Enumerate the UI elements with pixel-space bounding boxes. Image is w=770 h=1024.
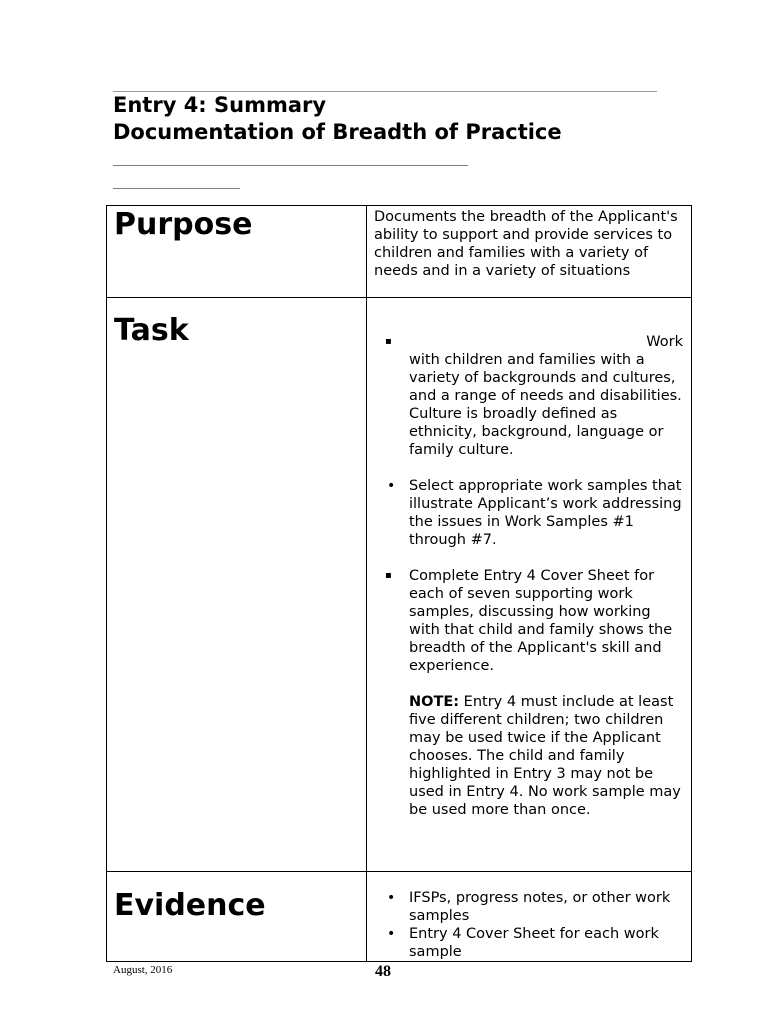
title-line-1: Entry 4: Summary xyxy=(113,93,327,117)
title-underline-1: ___________________________________________________________ xyxy=(113,152,467,166)
evidence-heading: Evidence xyxy=(114,888,266,923)
task-item-1-rest: with children and families with a variety of backgrounds and cultures, and a range of needs and disabilities. Culture is broadly defined as ethnicity, background, language or family culture. xyxy=(409,352,682,458)
purpose-heading: Purpose xyxy=(114,207,253,242)
round-bullet-icon: • xyxy=(387,890,396,906)
page-number: 48 xyxy=(375,963,391,980)
task-item-1-first: Work xyxy=(646,334,683,350)
task-content-cell xyxy=(367,298,692,872)
round-bullet-icon: • xyxy=(387,478,396,494)
title-underline-2: _____________________ xyxy=(113,175,239,189)
purpose-text: Documents the breadth of the Applicant's ability to support and provide services to children and families with a variety of needs and in a variety of situations xyxy=(374,209,678,279)
note-label: NOTE: xyxy=(409,694,460,710)
purpose-heading-cell xyxy=(107,206,367,298)
evidence-item-1 xyxy=(383,889,683,925)
evidence-content-cell xyxy=(367,872,692,962)
note-text: Entry 4 must include at least five different children; two children may be used twice if the Applicant chooses. The child and family highlighted in Entry 3 may not be used in Entry 4. No work sample may be used more than once. xyxy=(409,694,681,818)
title-line-2: Documentation of Breadth of Practice xyxy=(113,120,562,144)
round-bullet-icon: • xyxy=(387,926,396,942)
purpose-content-cell xyxy=(367,206,692,298)
evidence-row xyxy=(107,872,692,962)
evidence-item-1-text: IFSPs, progress notes, or other work samples xyxy=(409,890,671,924)
footer-date: August, 2016 xyxy=(113,964,173,976)
task-item-2 xyxy=(383,477,683,549)
evidence-item-2 xyxy=(383,925,683,961)
task-item-1-text xyxy=(409,333,683,459)
task-item-3-body: Complete Entry 4 Cover Sheet for each of seven supporting work samples, discussing how working with that child and family shows the breadth of the Applicant's skill and experience. xyxy=(409,568,673,674)
task-list xyxy=(367,298,691,819)
evidence-heading-cell xyxy=(107,872,367,962)
purpose-row xyxy=(107,206,692,298)
task-item-1 xyxy=(383,333,683,459)
summary-table xyxy=(106,205,692,962)
evidence-item-2-text: Entry 4 Cover Sheet for each work sample xyxy=(409,926,659,960)
page-title xyxy=(113,92,562,146)
task-note xyxy=(409,693,683,819)
task-item-3-text xyxy=(409,567,683,819)
task-item-2-text: Select appropriate work samples that illustrate Applicant’s work addressing the issues in Work Samples #1 through #7. xyxy=(409,478,682,548)
task-item-3 xyxy=(383,567,683,819)
task-heading-cell xyxy=(107,298,367,872)
evidence-list xyxy=(367,872,691,961)
square-bullet-icon: ▪ xyxy=(385,570,392,581)
task-heading: Task xyxy=(114,313,189,348)
square-bullet-icon: ▪ xyxy=(385,336,392,347)
task-row xyxy=(107,298,692,872)
